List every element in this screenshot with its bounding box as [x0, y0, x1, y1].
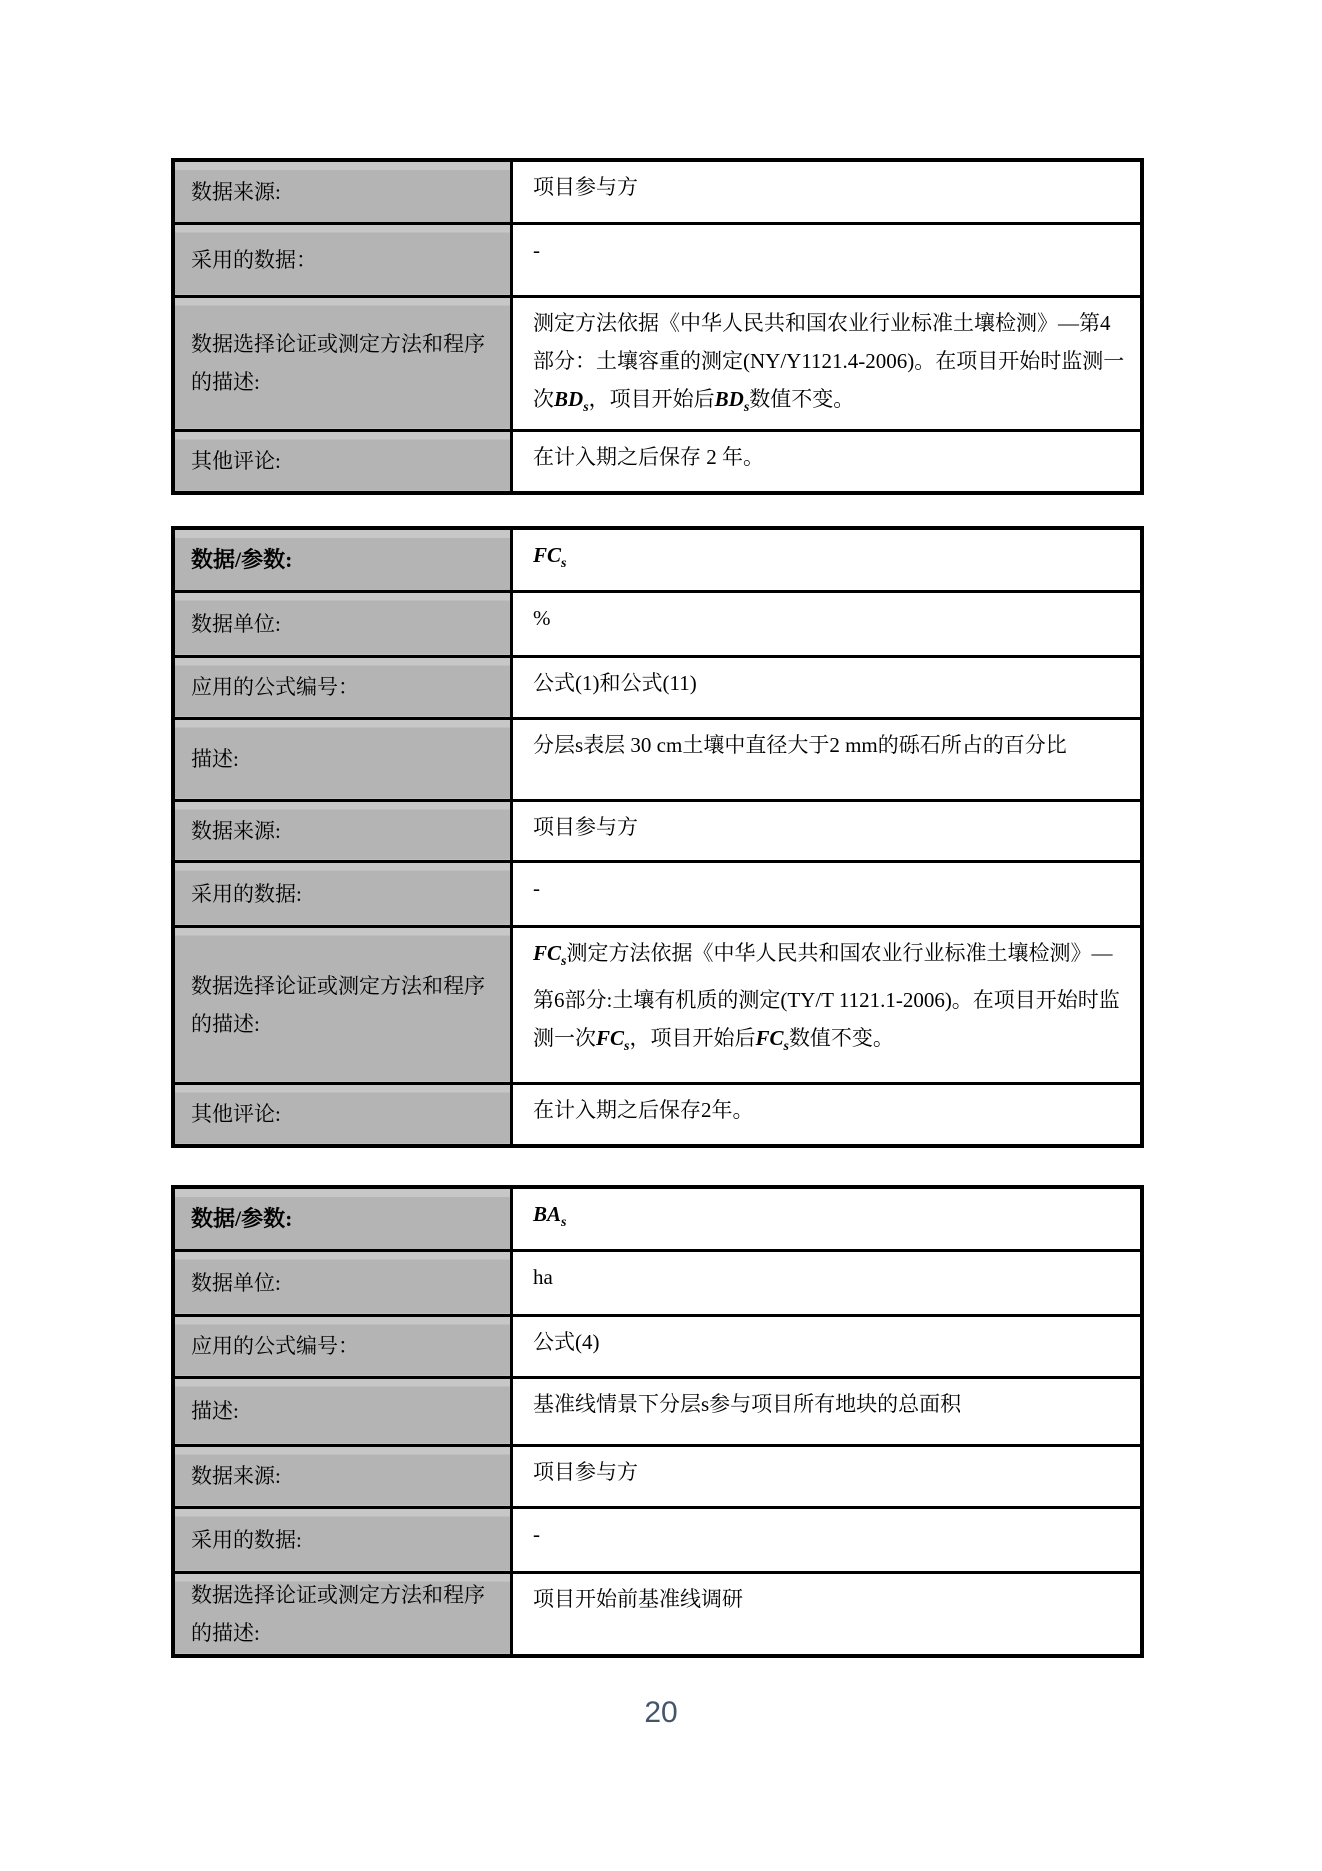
row-label-cell: 数据来源:: [173, 1445, 512, 1507]
row-value-cell: [512, 926, 1143, 1083]
parameter-symbol: FC: [596, 1025, 625, 1050]
value-text: -: [533, 1521, 540, 1546]
parameter-table-bas: [171, 1185, 1144, 1658]
row-value-cell: [512, 861, 1143, 926]
tables-host: [171, 158, 1151, 1658]
value-text: 测定方法依据《中华人民共和国农业行业标准土壤检测》—第4部分：土壤容重的测定(NY/Y1121.4-2006)。在项目开始时监测一次: [533, 310, 1125, 411]
value-text: 公式(1)和公式(11): [533, 670, 697, 695]
row-label-cell: 数据单位:: [173, 1250, 512, 1315]
row-label-cell: 数据/参数:: [173, 528, 512, 591]
parameter-table-fcs: [171, 526, 1144, 1148]
row-label-cell: 数据/参数:: [173, 1187, 512, 1250]
table-row: [173, 223, 1142, 296]
value-text: 数值不变。: [788, 1025, 894, 1050]
value-text: 项目开始前基准线调研: [533, 1586, 743, 1611]
table-row: [173, 528, 1142, 591]
row-value-cell: [512, 430, 1143, 493]
table-row: [173, 1507, 1142, 1572]
row-label-cell: 数据单位:: [173, 591, 512, 656]
row-value-cell: [512, 591, 1143, 656]
row-label-cell: 应用的公式编号：: [173, 656, 512, 718]
row-value-cell: [512, 160, 1143, 223]
table-row: [173, 430, 1142, 493]
parameter-symbol: FC: [533, 940, 562, 965]
page-number: 20: [644, 1696, 678, 1729]
parameter-symbol: BD: [554, 386, 584, 411]
table-row: [173, 800, 1142, 861]
row-label-cell: 数据来源:: [173, 160, 512, 223]
table-row: [173, 1250, 1142, 1315]
table-row: [173, 160, 1142, 223]
row-value-cell: [512, 1315, 1143, 1377]
parameter-symbol: s: [783, 1038, 789, 1054]
row-label-cell: 数据选择论证或测定方法和程序的描述:: [173, 1572, 512, 1656]
row-value-cell: [512, 1083, 1143, 1146]
row-value-cell: [512, 223, 1143, 296]
row-label-cell: 数据选择论证或测定方法和程序的描述:: [173, 926, 512, 1083]
row-label-cell: 采用的数据：: [173, 223, 512, 296]
value-text: ，项目开始后: [629, 1025, 756, 1050]
row-value-cell: [512, 1445, 1143, 1507]
value-text: 公式(4): [533, 1329, 600, 1354]
parameter-symbol: s: [561, 953, 567, 969]
parameter-symbol: FC: [755, 1025, 784, 1050]
value-text: 基准线情景下分层s参与项目所有地块的总面积: [533, 1391, 962, 1416]
table-row: [173, 296, 1142, 430]
table-row: [173, 1315, 1142, 1377]
table-row: [173, 718, 1142, 800]
table-row: [173, 1187, 1142, 1250]
table-row: [173, 656, 1142, 718]
row-label-cell: 数据来源:: [173, 800, 512, 861]
table-row: [173, 861, 1142, 926]
row-value-cell: [512, 656, 1143, 718]
value-text: 数值不变。: [749, 386, 855, 411]
row-label-cell: 采用的数据:: [173, 861, 512, 926]
value-text: -: [533, 875, 540, 900]
row-value-cell: [512, 800, 1143, 861]
parameter-symbol: s: [624, 1038, 630, 1054]
row-value-cell: [512, 296, 1143, 430]
row-value-cell: [512, 1507, 1143, 1572]
value-text: 在计入期之后保存2年。: [533, 1097, 754, 1122]
row-label-cell: 其他评论:: [173, 1083, 512, 1146]
table-row: [173, 1083, 1142, 1146]
value-text: ，项目开始后: [588, 386, 715, 411]
table-row: [173, 926, 1142, 1083]
table-row: [173, 1377, 1142, 1445]
row-label-cell: 其他评论:: [173, 430, 512, 493]
parameter-symbol: s: [583, 399, 589, 415]
row-value-cell: [512, 1250, 1143, 1315]
row-value-cell: [512, 1187, 1143, 1250]
value-text: 在计入期之后保存 2 年。: [533, 444, 764, 469]
row-label-cell: 采用的数据:: [173, 1507, 512, 1572]
row-label-cell: 描述:: [173, 718, 512, 800]
parameter-symbol: BD: [714, 386, 744, 411]
value-text: 分层s表层 30 cm土壤中直径大于2 mm的砾石所占的百分比: [533, 732, 1067, 757]
value-text: 测定方法依据《中华人民共和国农业行业标准土壤检测》—第6部分:土壤有机质的测定(TY/T 1121.1-2006)。在项目开始时监测一次: [533, 940, 1120, 1050]
row-value-cell: [512, 718, 1143, 800]
parameter-symbol: s: [561, 1215, 567, 1230]
row-label-cell: 应用的公式编号：: [173, 1315, 512, 1377]
parameter-symbol: s: [743, 399, 750, 415]
parameter-symbol: BA: [533, 1202, 562, 1226]
value-text: %: [533, 605, 551, 630]
row-value-cell: [512, 528, 1143, 591]
parameter-table-bds-continued: [171, 158, 1144, 495]
value-text: 项目参与方: [533, 1459, 638, 1484]
value-text: ha: [533, 1264, 553, 1289]
parameter-symbol: s: [561, 556, 567, 571]
value-text: 项目参与方: [533, 814, 638, 839]
table-row: [173, 1572, 1142, 1656]
row-label-cell: 数据选择论证或测定方法和程序的描述:: [173, 296, 512, 430]
table-row: [173, 1445, 1142, 1507]
value-text: 项目参与方: [533, 175, 638, 199]
row-value-cell: [512, 1572, 1143, 1656]
parameter-symbol: FC: [533, 543, 562, 567]
value-text: -: [533, 237, 540, 262]
row-value-cell: [512, 1377, 1143, 1445]
row-label-cell: 描述:: [173, 1377, 512, 1445]
table-row: [173, 591, 1142, 656]
